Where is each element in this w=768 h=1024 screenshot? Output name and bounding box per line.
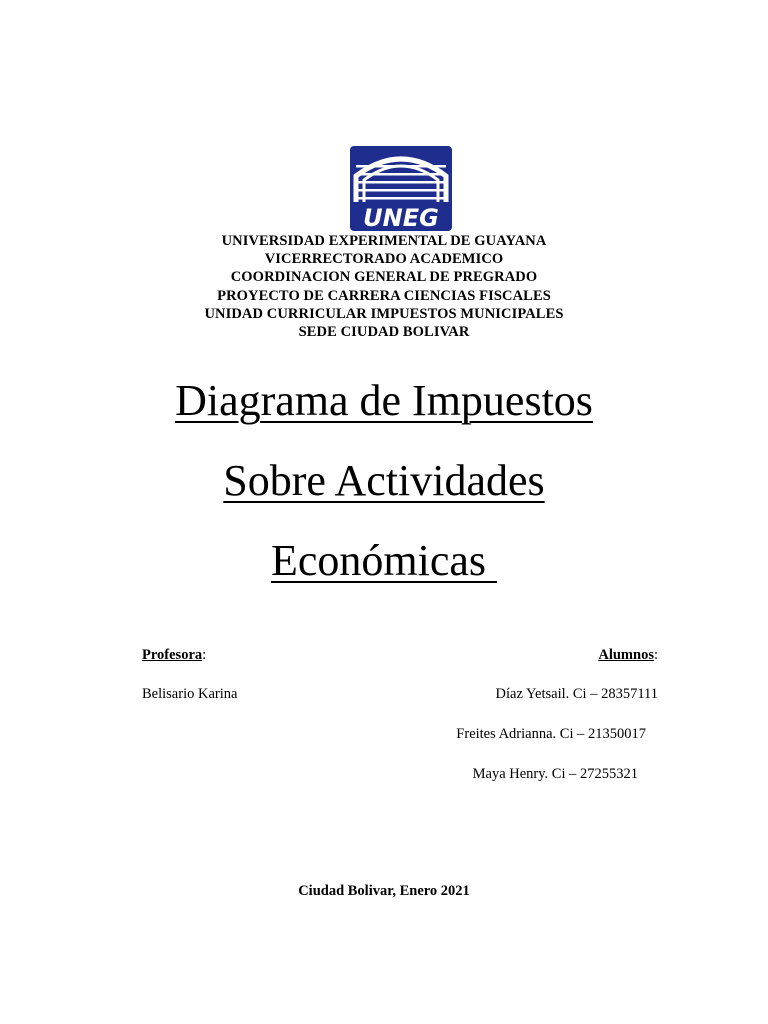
header-line: UNIVERSIDAD EXPERIMENTAL DE GUAYANA	[221, 233, 547, 249]
title-line: Diagrama de Impuestos	[175, 376, 593, 425]
title-line: Económicas	[270, 536, 498, 585]
alumno-name: Díaz Yetsail. Ci – 28357111	[495, 686, 658, 702]
uneg-logo	[350, 146, 452, 231]
alumno-name: Freites Adrianna. Ci – 21350017	[456, 726, 646, 742]
profesora-name: Belisario Karina	[142, 686, 238, 702]
document-title	[0, 361, 768, 601]
header-line: COORDINACION GENERAL DE PREGRADO	[230, 269, 538, 286]
institution-header	[0, 232, 768, 341]
header-line: VICERRECTORADO ACADEMICO	[264, 251, 504, 268]
logo-wordmark: UNEG	[363, 204, 439, 231]
header-line: SEDE CIUDAD BOLIVAR	[298, 324, 470, 341]
place-date: Ciudad Bolivar, Enero 2021	[298, 883, 470, 899]
alumnos-label: Alumnos:	[598, 647, 658, 663]
profesora-label: Profesora:	[142, 647, 207, 663]
title-line: Sobre Actividades	[223, 456, 545, 505]
header-line: UNIDAD CURRICULAR IMPUESTOS MUNICIPALES	[204, 305, 564, 322]
header-line: PROYECTO DE CARRERA CIENCIAS FISCALES	[217, 287, 551, 304]
alumno-name: Maya Henry. Ci – 27255321	[472, 766, 638, 782]
